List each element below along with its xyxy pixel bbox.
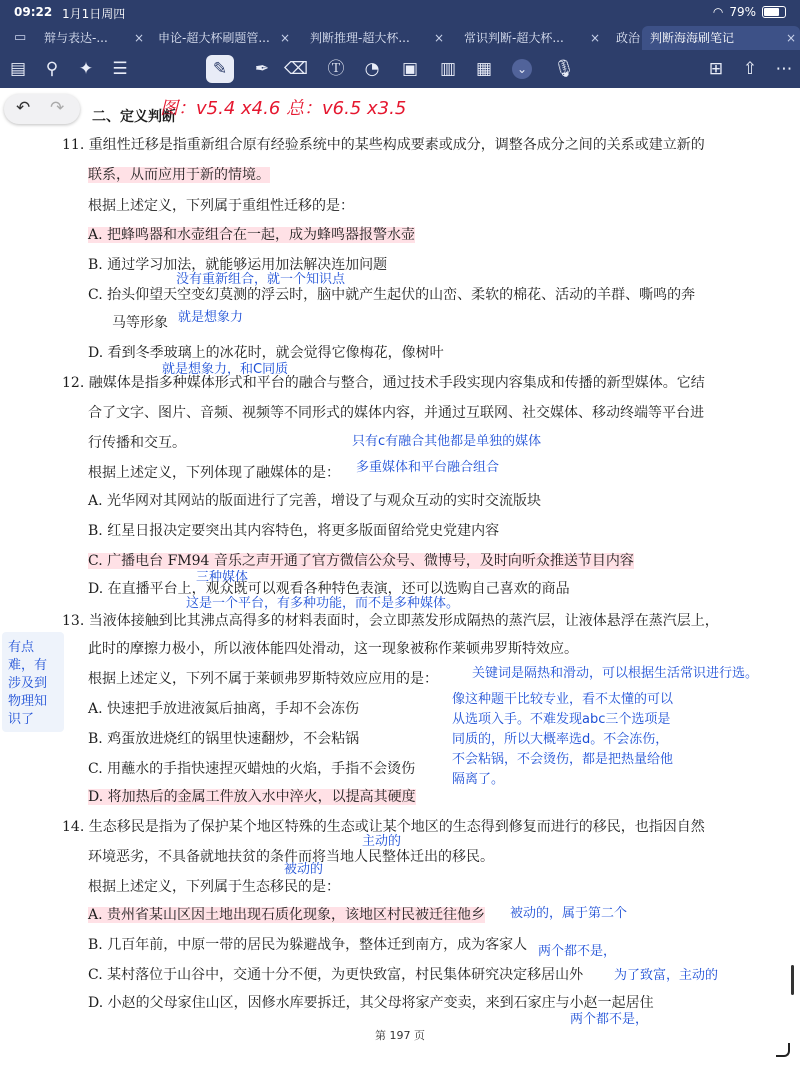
tab-3[interactable] [310,26,448,50]
toolbar [0,50,800,88]
q14-note-b: 两个都不是， [538,944,617,959]
tab-label: 常识判断-超大杯... [464,31,564,45]
q13-long-note-line: 不会粘锅，不会烫伤，都是把热量给他 [452,752,674,767]
q12-stem-line3: 行传播和交互。 [88,435,186,451]
status-indicators [713,5,786,19]
tab-active[interactable] [642,26,800,50]
undo-icon[interactable]: ↶ [16,98,31,118]
q11-stem-line2 [88,164,270,184]
q13-option-d-text: D. 将加热后的金属工件放入水中淬火，以提高其硬度 [88,789,416,805]
q11-option-c-line1[interactable]: C. 抬头仰望天空变幻莫测的浮云时，脑中就产生起伏的山峦、柔软的棉花、活动的羊群、嘶鸣的奔 [88,287,696,303]
tabs-overview-icon[interactable]: ▭ [14,30,27,45]
q13-option-c[interactable]: C. 用蘸水的手指快速捏灭蜡烛的火焰，手指不会烫伤 [88,761,416,777]
margin-note-line: 物理知 [8,694,48,709]
margin-note-line: 有点 [8,640,35,655]
sticker-icon[interactable]: ▥ [439,59,457,79]
q14-option-d[interactable]: D. 小赵的父母家住山区，因修水库要拆迁，其父母将家产变卖，来到石家庄与小赵一起居住 [88,995,654,1011]
q14-note-c: 为了致富，主动的 [614,968,719,983]
q12-option-a[interactable]: A. 光华网对其网站的版面进行了完善，增设了与观众互动的实时交流版块 [88,493,542,509]
q11-option-c-line2: 马等形象 [112,315,168,331]
battery-percent: 79% [729,5,756,19]
q14-stem-line1: 14. 生态移民是指为了保护某个地区特殊的生态或让某个地区的生态得到修复而进行的移民，也指因自然 [62,819,705,835]
q12-note-d: 这是一个平台，有多种功能，而不是多种媒体。 [186,596,460,611]
q11-highlight: 联系，从而应用于新的情境。 [88,167,270,183]
tab-close-icon[interactable]: × [133,31,144,45]
date: 1月1日周四 [62,7,126,21]
q11-stem-line1: 11. 重组性迁移是指重新组合原有经验系统中的某些构成要素或成分，调整各成分之间的关系或建立新的 [62,137,705,153]
document-page[interactable] [0,88,800,1067]
more-icon[interactable]: ⌄ [512,59,532,79]
status-bar [0,0,800,26]
q14-question: 根据上述定义，下列属于生态移民的是： [88,879,340,895]
redo-icon[interactable]: ↷ [50,98,65,118]
image-icon[interactable]: ▣ [401,59,419,79]
margin-note-line: 涉及到 [8,676,48,691]
overflow-icon[interactable]: ⋯ [775,59,793,79]
section-title: 二、定义判断 [92,109,176,125]
q13-stem-line2: 此时的摩擦力极小，所以液体能四处滑动，这一现象被称作莱顿弗罗斯特效应。 [88,641,578,657]
pages-icon[interactable]: ☰ [112,59,128,79]
tab-close-icon[interactable]: × [785,31,796,45]
tab-label: 判断海海刷笔记 [650,31,735,45]
lasso-icon[interactable]: ✎ [206,55,234,83]
q14-option-b[interactable]: B. 几百年前，中原一带的居民为躲避战争，整体迁到南方，成为客家人 [88,937,528,953]
q12-stem-line1: 12. 融媒体是指多种媒体形式和平台的融合与整合，通过技术手段实现内容集成和传播的新型媒体。它结 [62,375,705,391]
q12-option-d[interactable]: D. 在直播平台上，观众既可以观看各种特色表演，还可以选购自己喜欢的商品 [88,581,570,597]
search-icon[interactable]: ⚲ [45,59,59,79]
textbox-icon[interactable]: Ⓣ [327,59,345,79]
margin-note-line: 识了 [8,712,35,727]
q13-option-a[interactable]: A. 快速把手放进液氮后抽离，手却不会冻伤 [88,701,360,717]
sidebar-icon[interactable]: ▤ [9,59,27,79]
q12-note-definition: 多重媒体和平台融合组合 [356,460,500,475]
tab-label: 辩与表达-... [44,31,108,45]
q14-note-d: 两个都不是， [570,1012,649,1027]
battery-icon [762,6,786,18]
q14-note-active: 主动的 [362,834,402,849]
resize-handle-icon[interactable] [776,1043,790,1057]
q14-note-passive: 被动的 [284,862,324,877]
export-icon[interactable]: ⇧ [742,59,758,79]
wifi-icon: ◠ [712,5,724,19]
q12-note-c: 三种媒体 [196,570,249,585]
q13-long-note-line: 隔离了。 [452,772,505,787]
tab-1[interactable] [44,26,148,50]
q11-note-c: 就是想象力 [178,310,244,325]
page-number: 第 197 页 [375,1029,425,1042]
q14-option-a-text: A. 贵州省某山区因土地出现石质化现象，该地区村民被迁往他乡 [88,907,486,923]
clock: 09:22 [14,5,53,19]
q12-option-c[interactable] [88,550,634,570]
q12-note-main: 只有c有融合其他都是单独的媒体 [352,434,542,449]
q11-question: 根据上述定义，下列属于重组性迁移的是： [88,198,354,214]
eraser-icon[interactable]: ⌫ [284,59,309,79]
note-icon[interactable]: ▦ [475,59,493,79]
q13-question: 根据上述定义，下列不属于莱顿弗罗斯特效应应用的是： [88,671,438,687]
tab-label: 判断推理-超大杯... [310,31,410,45]
q13-option-d[interactable] [88,786,416,806]
margin-note-line: 难，有 [8,658,48,673]
q11-option-b[interactable]: B. 通过学习加法，就能够运用加法解决连加问题 [88,257,388,273]
tab-bar [0,26,800,50]
tab-close-icon[interactable]: × [279,31,290,45]
q12-option-c-text: C. 广播电台 FM94 音乐之声开通了官方微信公众号、微博号，及时向听众推送节目内容 [88,553,634,569]
tab-close-icon[interactable]: × [433,31,444,45]
q13-long-note-line: 像这种题干比较专业，看不太懂的可以 [452,692,674,707]
q13-long-note-line: 同质的，所以大概率选d。不会冻伤， [452,732,669,747]
q14-note-a: 被动的，属于第二个 [510,906,628,921]
q11-option-a[interactable] [88,224,415,244]
q11-note-b: 没有重新组合，就一个知识点 [176,272,346,287]
tab-4[interactable] [464,26,604,50]
scrollbar[interactable] [791,965,794,995]
margin-note [2,632,64,732]
microphone-icon[interactable]: 🎙 [553,59,575,79]
pen-icon[interactable]: ✒ [254,59,270,79]
q13-long-note-line: 从选项入手。不难发现abc三个选项是 [452,712,671,727]
tab-close-icon[interactable]: × [589,31,600,45]
tab-2[interactable] [158,26,294,50]
q11-option-d[interactable]: D. 看到冬季玻璃上的冰花时，就会觉得它像梅花，像树叶 [88,345,444,361]
share-icon[interactable]: ⊞ [708,59,724,79]
q12-question: 根据上述定义，下列体现了融媒体的是： [88,465,340,481]
tab-label: 政治 [616,31,641,45]
q13-note-keyword: 关键词是隔热和滑动，可以根据生活常识进行选。 [472,666,759,681]
q14-stem-line2: 环境恶劣，不具备就地扶贫的条件而将当地人民整体迁出的移民。 [88,849,494,865]
q11-note-d: 就是想象力，和C同质 [162,362,289,377]
q14-option-c[interactable]: C. 某村落位于山谷中，交通十分不便，为更快致富，村民集体研究决定移居山外 [88,967,584,983]
q11-option-a-text: A. 把蜂鸣器和水壶组合在一起，成为蜂鸣器报警水壶 [88,227,416,243]
q13-stem-line1: 13. 当液体接触到比其沸点高得多的材料表面时，会立即蒸发形成隔热的蒸汽层，让液体悬浮在蒸汽层上， [62,613,719,629]
handwritten-red-score: 图：v5.4 x4.6 总：v6.5 x3.5 [160,98,407,119]
q13-option-b[interactable]: B. 鸡蛋放进烧红的锅里快速翻炒，不会粘锅 [88,731,360,747]
shape-icon[interactable]: ◔ [364,59,380,79]
q12-stem-line2: 合了文字、图片、音频、视频等不同形式的媒体内容，并通过互联网、社交媒体、移动终端等平台进 [88,405,704,421]
q12-option-b[interactable]: B. 红星日报决定要突出其内容特色，将更多版面留给党史党建内容 [88,523,500,539]
sparkle-icon[interactable]: ✦ [78,59,94,79]
q14-option-a[interactable] [88,904,485,924]
tab-label: 申论-超大杯刷题管... [158,31,270,45]
